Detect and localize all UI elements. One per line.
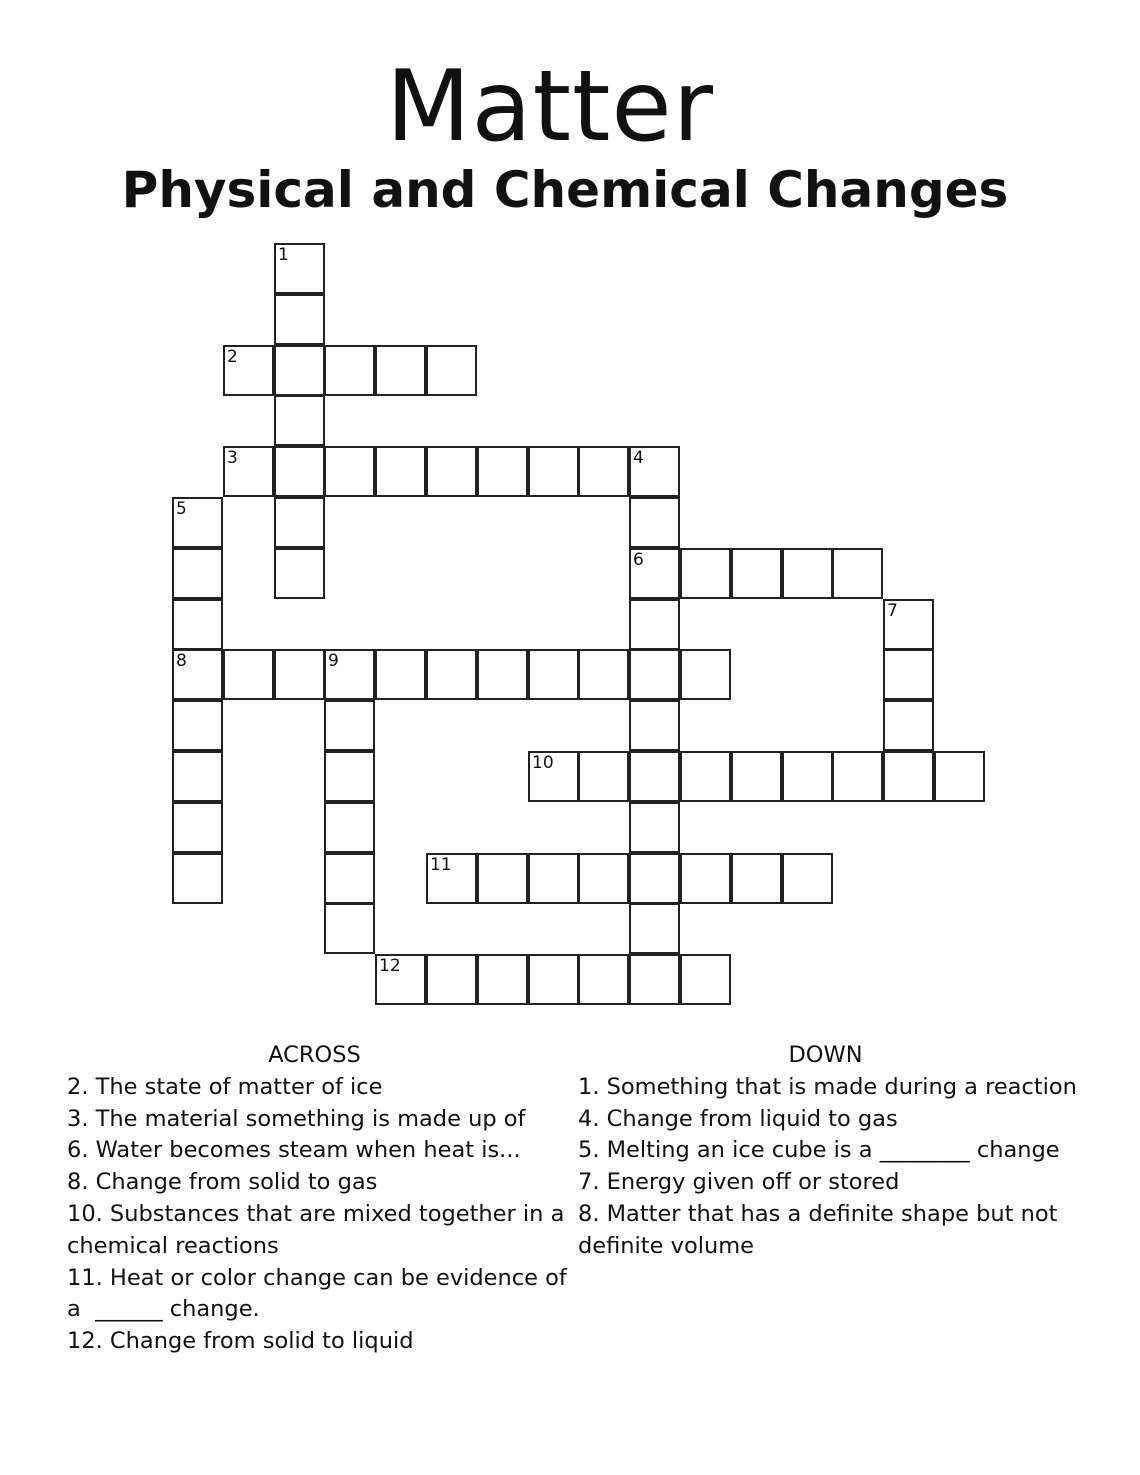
crossword-cell[interactable] <box>629 599 680 650</box>
crossword-cell[interactable] <box>324 446 375 497</box>
crossword-cell[interactable] <box>934 751 985 802</box>
crossword-cell[interactable] <box>274 395 325 446</box>
crossword-cell[interactable] <box>172 649 223 700</box>
crossword-cell[interactable] <box>629 649 680 700</box>
crossword-cell[interactable] <box>223 649 274 700</box>
crossword-cell[interactable] <box>375 649 426 700</box>
crossword-cell[interactable] <box>629 853 680 904</box>
crossword-cell[interactable] <box>629 903 680 954</box>
crossword-cell[interactable] <box>172 700 223 751</box>
crossword-cell[interactable] <box>883 649 934 700</box>
crossword-cell[interactable] <box>629 802 680 853</box>
crossword-cell[interactable] <box>223 345 274 396</box>
across-clue: 10. Substances that are mixed together in a chemical reactions <box>67 1200 572 1259</box>
crossword-cell[interactable] <box>274 548 325 599</box>
across-clues <box>67 1040 574 1358</box>
crossword-cell[interactable] <box>782 548 833 599</box>
crossword-cell[interactable] <box>172 853 223 904</box>
page-subtitle: Physical and Chemical Changes <box>121 161 1009 219</box>
crossword-cell[interactable] <box>680 548 731 599</box>
crossword-cell[interactable] <box>172 548 223 599</box>
down-clue: 7. Energy given off or stored <box>578 1169 900 1196</box>
crossword-cell[interactable] <box>172 599 223 650</box>
crossword-cell[interactable] <box>324 649 375 700</box>
crossword-cell[interactable] <box>528 954 579 1005</box>
crossword-cell[interactable] <box>782 751 833 802</box>
crossword-cell[interactable] <box>629 548 680 599</box>
crossword-cell[interactable] <box>477 853 528 904</box>
crossword-cell[interactable] <box>324 751 375 802</box>
crossword-cell[interactable] <box>528 446 579 497</box>
page-title: Matter <box>385 50 715 164</box>
crossword-cell[interactable] <box>324 853 375 904</box>
crossword-cell[interactable] <box>426 853 477 904</box>
crossword-cell[interactable] <box>324 700 375 751</box>
crossword-cell[interactable] <box>832 751 883 802</box>
down-clue: 8. Matter that has a definite shape but not definite volume <box>578 1200 1065 1259</box>
crossword-cell[interactable] <box>832 548 883 599</box>
across-clue: 11. Heat or color change can be evidence of a ______ change. <box>67 1264 574 1323</box>
crossword-cell[interactable] <box>528 751 579 802</box>
crossword-cell[interactable] <box>426 345 477 396</box>
clue-number: 11 <box>430 855 452 875</box>
crossword-cell[interactable] <box>528 649 579 700</box>
crossword-cell[interactable] <box>375 446 426 497</box>
clue-number: 2 <box>227 347 238 367</box>
clue-number: 3 <box>227 448 238 468</box>
across-clue: 6. Water becomes steam when heat is... <box>67 1137 521 1164</box>
crossword-cell[interactable] <box>629 446 680 497</box>
clue-number: 7 <box>887 601 898 621</box>
clue-number: 9 <box>328 651 339 671</box>
across-clue: 3. The material something is made up of <box>67 1105 526 1132</box>
crossword-cell[interactable] <box>324 903 375 954</box>
down-clue: 4. Change from liquid to gas <box>578 1105 898 1132</box>
crossword-cell[interactable] <box>274 446 325 497</box>
crossword-cell[interactable] <box>375 954 426 1005</box>
crossword-cell[interactable] <box>578 954 629 1005</box>
crossword-cell[interactable] <box>680 751 731 802</box>
crossword-cell[interactable] <box>528 853 579 904</box>
crossword-cell[interactable] <box>324 345 375 396</box>
clue-number: 5 <box>176 499 187 519</box>
across-clue: 8. Change from solid to gas <box>67 1169 378 1196</box>
clue-number: 1 <box>278 245 289 265</box>
clue-number: 4 <box>633 448 644 468</box>
across-clue: 12. Change from solid to liquid <box>67 1328 414 1355</box>
crossword-cell[interactable] <box>578 751 629 802</box>
crossword-cell[interactable] <box>680 853 731 904</box>
crossword-cell[interactable] <box>274 243 325 294</box>
down-clues <box>578 1040 1098 1263</box>
crossword-cell[interactable] <box>426 954 477 1005</box>
crossword-cell[interactable] <box>578 853 629 904</box>
crossword-cell[interactable] <box>629 751 680 802</box>
crossword-cell[interactable] <box>578 649 629 700</box>
crossword-cell[interactable] <box>274 649 325 700</box>
crossword-cell[interactable] <box>324 802 375 853</box>
crossword-cell[interactable] <box>629 700 680 751</box>
crossword-cell[interactable] <box>629 497 680 548</box>
crossword-cell[interactable] <box>680 649 731 700</box>
crossword-cell[interactable] <box>172 497 223 548</box>
crossword-cell[interactable] <box>578 446 629 497</box>
crossword-cell[interactable] <box>426 446 477 497</box>
down-clue: 1. Something that is made during a reaction <box>578 1073 1077 1100</box>
clue-number: 12 <box>379 956 401 976</box>
clue-number: 10 <box>532 753 554 773</box>
crossword-cell[interactable] <box>172 802 223 853</box>
across-heading: ACROSS <box>268 1042 361 1068</box>
crossword-cell[interactable] <box>731 853 782 904</box>
crossword-cell[interactable] <box>680 954 731 1005</box>
crossword-cell[interactable] <box>883 751 934 802</box>
crossword-cell[interactable] <box>274 294 325 345</box>
crossword-cell[interactable] <box>782 853 833 904</box>
down-heading: DOWN <box>788 1042 863 1068</box>
crossword-cell[interactable] <box>426 649 477 700</box>
crossword-cell[interactable] <box>477 954 528 1005</box>
crossword-cell[interactable] <box>731 751 782 802</box>
clue-number: 8 <box>176 651 187 671</box>
crossword-cell[interactable] <box>883 599 934 650</box>
down-clue: 5. Melting an ice cube is a ________ change <box>578 1137 1060 1164</box>
crossword-cell[interactable] <box>629 954 680 1005</box>
crossword-cell[interactable] <box>477 649 528 700</box>
crossword-cell[interactable] <box>731 548 782 599</box>
crossword-cell[interactable] <box>172 751 223 802</box>
crossword-cell[interactable] <box>477 446 528 497</box>
crossword-cell[interactable] <box>883 700 934 751</box>
crossword-cell[interactable] <box>274 345 325 396</box>
crossword-cell[interactable] <box>274 497 325 548</box>
clue-number: 6 <box>633 550 644 570</box>
crossword-cell[interactable] <box>223 446 274 497</box>
crossword-cell[interactable] <box>375 345 426 396</box>
across-clue: 2. The state of matter of ice <box>67 1073 383 1100</box>
